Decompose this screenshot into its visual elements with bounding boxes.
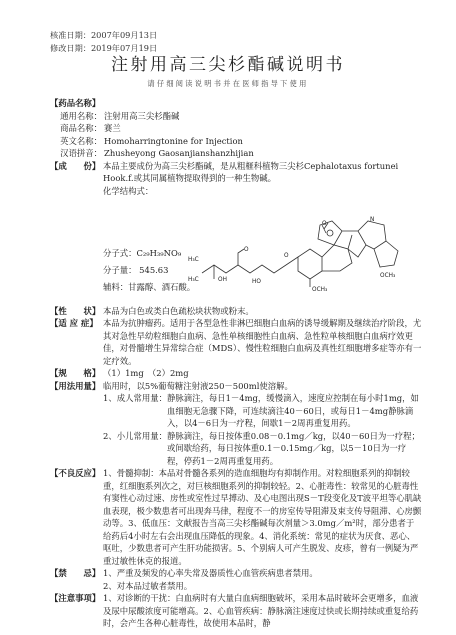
- atom-label: H₃C: [188, 276, 199, 283]
- atom-label: O: [284, 252, 289, 259]
- molecular-weight: 分子量： 545.63: [103, 264, 169, 275]
- cautions-text: 1、对诊断的干扰：白血病时有大量白血病细胞破坏，采用本品时破坏会更增多，血液及尿中尿酸浓度可能增高。2、心血管疾病：静脉滴注速度过快或长期持续或重复给药时，会产生各种心脏毒性，故使用本品时，静: [103, 593, 419, 628]
- document-title: 注射用高三尖杉酯碱说明书: [111, 55, 345, 75]
- contraindication-item: 2、对本品过敏者禁用。: [103, 580, 193, 591]
- revision-date: 修改日期：2019年07月19日: [50, 42, 158, 53]
- section-label: 【不良反应】: [50, 468, 101, 478]
- structure-ring-a: [298, 249, 322, 279]
- section-adverse-reactions: [50, 467, 422, 567]
- structure-chain: [202, 257, 298, 273]
- section-cautions: [50, 592, 422, 630]
- section-usage: [50, 380, 422, 468]
- section-label: 【禁 忌】: [50, 568, 101, 578]
- atom-label: N: [370, 216, 375, 223]
- structure-ring-e: [374, 241, 398, 267]
- atom-label: OCH₃: [380, 272, 396, 279]
- usage-item: 1、成人常用量： 静脉滴注，每日1－4mg，缓慢滴入，速度应控制在每小时1mg，如血细胞无急骤下降，可连续滴注40－60日，或每日1－4mg静脉滴入，以4－6日为一疗程，间歇1－2周再重复用药。: [103, 393, 419, 428]
- atom-label: HO: [252, 278, 261, 285]
- document-dates: [50, 29, 157, 55]
- name-item: 汉语拼音： Zhusheyong Gaosanjianshanzhijian: [60, 148, 254, 158]
- name-item: 通用名称： 注射用高三尖杉酯碱: [60, 110, 180, 121]
- chemical-structure-diagram: [172, 195, 422, 295]
- section-indications: [50, 317, 422, 367]
- atom-label: H₃C: [188, 256, 199, 263]
- section-label: 【药品名称】: [50, 98, 101, 108]
- excipients: 辅料：甘露醇、酒石酸。: [103, 281, 196, 292]
- atom-label: OCH₃: [312, 286, 328, 293]
- chemical-structure-block: [50, 185, 422, 305]
- section-specification: [50, 367, 422, 380]
- molecular-formula: 分子式：C₂₉H₃₉NO₉: [103, 247, 182, 258]
- usage-intro: 临用时，以5%葡萄糖注射液250－500ml使溶解。: [103, 380, 293, 391]
- section-composition: [50, 160, 422, 305]
- name-item: 商品名称： 赛兰: [60, 123, 121, 133]
- document-subtitle: 请仔细阅读说明书并在医师指导下使用: [147, 79, 309, 88]
- specification-text: （1）1mg （2）2mg: [103, 368, 189, 378]
- section-properties: [50, 305, 422, 318]
- section-label: 【性 状】: [50, 305, 101, 316]
- contraindication-item: 1、严重及频发的心率失常及器质性心血管疾病患者禁用。: [103, 568, 318, 578]
- insert-body: [50, 97, 422, 630]
- section-label: 【注意事项】: [50, 593, 101, 603]
- atom-label: O: [244, 246, 249, 253]
- structure-ring-c: [334, 231, 366, 257]
- section-label: 【成 份】: [50, 160, 101, 171]
- name-item: 英文名称： Homoharringtonine for Injection: [60, 135, 243, 146]
- atom-label: O: [322, 220, 327, 227]
- properties-text: 本品为白色或类白色疏松块状物或粉末。: [103, 305, 254, 316]
- section-label: 【适 应 症】: [50, 318, 98, 328]
- section-drug-name: [50, 97, 422, 160]
- approval-date: 核准日期：2007年09月13日: [50, 30, 158, 40]
- structure-ring-d: [358, 221, 386, 249]
- structure-ring-b: [322, 245, 352, 271]
- indications-text: 本品为抗肿瘤药。适用于各型急性非淋巴细胞白血病的诱导缓解期及继续治疗阶段，尤其对急性早幼粒细胞白血病、急性单核细胞性白血病、急性粒单核细胞白血病疗效更佳，对骨髓增生异常综合症（MDS）、慢性粒细胞白血病及真性红细胞增多症等亦有一定疗效。: [103, 318, 422, 366]
- section-label: 【用法用量】: [50, 380, 101, 391]
- section-label: 【规 格】: [50, 368, 101, 378]
- composition-text: 本品主要成份为高三尖杉酯碱，是从粗榧科植物三尖杉Cephalotaxus fortunei Hook.f.或其同属植物提取得到的一种生物碱。: [103, 160, 399, 183]
- adverse-reactions-text: 1、骨髓抑制：本品对骨髓各系列的造血细胞均有抑制作用。对粒细胞系列的抑制较重，红细胞系列次之，对巨核细胞系列的抑制较轻。2、心脏毒性：较常见的心脏毒性有窦性心动过速、房性或室性过早搏动、及心电图出现S－T段变化及T波平坦等心肌缺血表现，极少数患者可出现奔马律，程度不一的房室传导阻滞及束支传导阻滞、心房颤动等。3、低血压：文献报告当高三尖杉酯碱每次剂量＞3.0mg／m²时，部分患者于给药后4小时左右会出现血压降低的现象。4、消化系统：常见的症状为厌食、恶心、呕吐，少数患者可产生肝功能损害。5、个别病人可产生脱发、皮疹，曾有一例疑为严重过敏性休克的报道。: [103, 468, 422, 566]
- atom-label: OH: [218, 276, 227, 283]
- usage-item: 2、小儿常用量： 静脉滴注，每日按体重0.08－0.1mg／kg，以40－60日为一疗程；或间歇给药，每日按体重0.1－0.15mg／kg，以5－10日为一疗程，停药1－2周再重复用药。: [103, 430, 420, 466]
- structure-label: 化学结构式：: [103, 185, 154, 196]
- section-contraindications: [50, 567, 422, 592]
